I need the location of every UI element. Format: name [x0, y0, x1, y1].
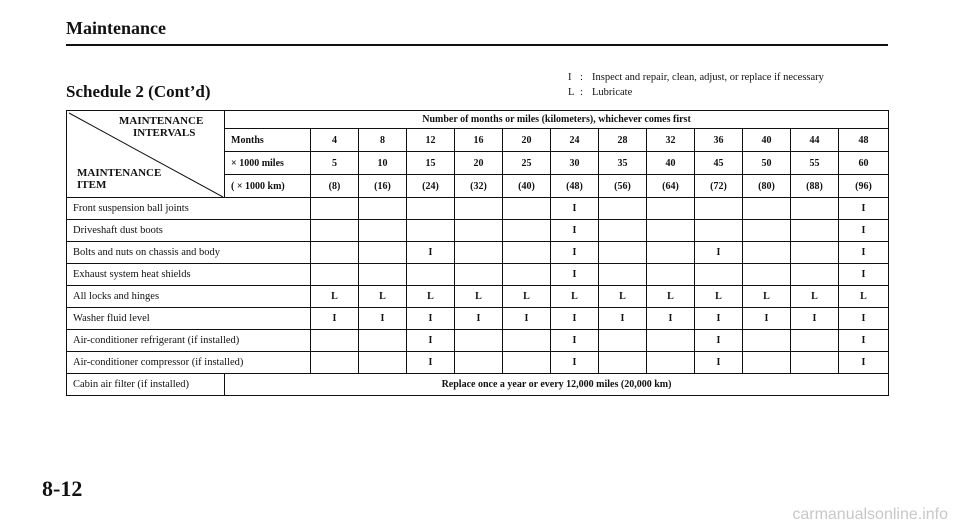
title-rule	[66, 44, 888, 46]
schedule-cell: L	[647, 286, 695, 308]
table-row	[67, 374, 889, 396]
interval-value: 16	[455, 129, 503, 152]
watermark: carmanualsonline.info	[792, 506, 948, 523]
schedule-cell	[791, 198, 839, 220]
schedule-cell	[599, 264, 647, 286]
schedule-cell	[359, 330, 407, 352]
interval-value: 55	[791, 152, 839, 175]
schedule-cell	[791, 220, 839, 242]
schedule-cell: L	[599, 286, 647, 308]
schedule-cell	[311, 198, 359, 220]
schedule-cell	[599, 220, 647, 242]
legend-text: Lubricate	[592, 87, 633, 98]
interval-value: (8)	[311, 175, 359, 198]
interval-value: 40	[743, 129, 791, 152]
item-name: Air-conditioner compressor (if installed)	[67, 352, 311, 374]
interval-value: 25	[503, 152, 551, 175]
legend-item-inspect	[568, 70, 824, 85]
schedule-cell	[791, 242, 839, 264]
schedule-cell: I	[551, 198, 599, 220]
schedule-cell: I	[839, 264, 889, 286]
item-name: Cabin air filter (if installed)	[67, 374, 225, 396]
interval-value: 36	[695, 129, 743, 152]
legend-separator: :	[580, 72, 583, 83]
schedule-cell	[359, 220, 407, 242]
unit-label: × 1000 miles	[225, 152, 311, 175]
schedule-cell	[599, 352, 647, 374]
item-name: Air-conditioner refrigerant (if installed)	[67, 330, 311, 352]
schedule-cell: I	[839, 330, 889, 352]
schedule-cell: I	[407, 308, 455, 330]
interval-value: 44	[791, 129, 839, 152]
schedule-cell: L	[743, 286, 791, 308]
schedule-cell	[503, 352, 551, 374]
schedule-cell: L	[311, 286, 359, 308]
interval-value: (40)	[503, 175, 551, 198]
schedule-cell	[647, 220, 695, 242]
legend	[568, 70, 824, 100]
schedule-cell	[647, 264, 695, 286]
table-row	[67, 330, 889, 352]
interval-value: 10	[359, 152, 407, 175]
table-header-row	[67, 111, 889, 129]
schedule-cell	[695, 220, 743, 242]
schedule-cell	[359, 264, 407, 286]
corner-top-line: INTERVALS	[133, 127, 196, 139]
schedule-cell	[503, 220, 551, 242]
schedule-cell: I	[503, 308, 551, 330]
schedule-cell	[791, 264, 839, 286]
schedule-cell	[743, 352, 791, 374]
schedule-cell	[455, 242, 503, 264]
interval-value: 60	[839, 152, 889, 175]
item-name: Bolts and nuts on chassis and body	[67, 242, 311, 264]
interval-value: 15	[407, 152, 455, 175]
legend-code: I	[568, 72, 572, 83]
item-name: Exhaust system heat shields	[67, 264, 311, 286]
interval-value: 5	[311, 152, 359, 175]
corner-header-cell	[67, 111, 225, 198]
table-row	[67, 198, 889, 220]
schedule-cell: I	[551, 264, 599, 286]
interval-value: 8	[359, 129, 407, 152]
schedule-cell	[311, 352, 359, 374]
schedule-cell: I	[839, 352, 889, 374]
interval-value: 40	[647, 152, 695, 175]
schedule-cell: I	[695, 242, 743, 264]
schedule-cell: I	[359, 308, 407, 330]
schedule-cell: I	[407, 352, 455, 374]
schedule-cell	[407, 264, 455, 286]
interval-value: 12	[407, 129, 455, 152]
legend-item-lubricate	[568, 85, 824, 100]
schedule-cell: I	[695, 352, 743, 374]
schedule-cell	[695, 264, 743, 286]
schedule-cell: L	[407, 286, 455, 308]
schedule-cell	[503, 198, 551, 220]
schedule-cell	[791, 352, 839, 374]
schedule-cell: I	[311, 308, 359, 330]
legend-separator: :	[580, 87, 583, 98]
schedule-cell: I	[551, 330, 599, 352]
interval-value: 24	[551, 129, 599, 152]
schedule-cell: I	[407, 242, 455, 264]
schedule-cell: L	[359, 286, 407, 308]
schedule-cell	[599, 198, 647, 220]
interval-value: 48	[839, 129, 889, 152]
schedule-cell: I	[791, 308, 839, 330]
interval-value: (32)	[455, 175, 503, 198]
schedule-cell: I	[839, 308, 889, 330]
schedule-cell: I	[695, 330, 743, 352]
interval-value: (80)	[743, 175, 791, 198]
schedule-cell	[311, 220, 359, 242]
interval-value: 32	[647, 129, 695, 152]
schedule-cell: I	[647, 308, 695, 330]
schedule-cell	[743, 220, 791, 242]
interval-value: (88)	[791, 175, 839, 198]
interval-value: 30	[551, 152, 599, 175]
schedule-cell: L	[839, 286, 889, 308]
schedule-cell: I	[599, 308, 647, 330]
schedule-cell	[359, 198, 407, 220]
schedule-cell: L	[551, 286, 599, 308]
schedule-cell: I	[551, 352, 599, 374]
maintenance-items	[67, 198, 889, 374]
schedule-cell	[311, 264, 359, 286]
schedule-cell: I	[551, 220, 599, 242]
schedule-cell	[311, 242, 359, 264]
interval-value: (56)	[599, 175, 647, 198]
schedule-cell	[455, 220, 503, 242]
table-row	[67, 220, 889, 242]
schedule-cell: I	[695, 308, 743, 330]
corner-bottom-line: ITEM	[77, 179, 107, 191]
schedule-cell	[503, 330, 551, 352]
schedule-cell: I	[839, 242, 889, 264]
schedule-cell	[695, 198, 743, 220]
schedule-cell: I	[455, 308, 503, 330]
interval-value: 35	[599, 152, 647, 175]
schedule-cell	[743, 198, 791, 220]
schedule-cell: I	[551, 242, 599, 264]
schedule-cell	[647, 198, 695, 220]
interval-value: (16)	[359, 175, 407, 198]
schedule-cell	[599, 242, 647, 264]
schedule-cell	[455, 198, 503, 220]
interval-value: 45	[695, 152, 743, 175]
schedule-cell: L	[791, 286, 839, 308]
schedule-cell	[455, 330, 503, 352]
schedule-cell: I	[407, 330, 455, 352]
table-row	[67, 308, 889, 330]
schedule-cell	[407, 198, 455, 220]
schedule-cell	[743, 330, 791, 352]
schedule-cell: L	[695, 286, 743, 308]
interval-value: (64)	[647, 175, 695, 198]
schedule-cell	[599, 330, 647, 352]
item-name: Front suspension ball joints	[67, 198, 311, 220]
interval-header: Number of months or miles (kilometers), whichever comes first	[225, 111, 889, 129]
section-title: Schedule 2 (Cont’d)	[66, 82, 211, 101]
schedule-cell	[647, 352, 695, 374]
interval-value: 28	[599, 129, 647, 152]
schedule-cell	[791, 330, 839, 352]
schedule-cell	[503, 242, 551, 264]
interval-value: 20	[503, 129, 551, 152]
schedule-cell: L	[503, 286, 551, 308]
unit-label: ( × 1000 km)	[225, 175, 311, 198]
item-name: Driveshaft dust boots	[67, 220, 311, 242]
interval-value: 4	[311, 129, 359, 152]
schedule-cell: I	[839, 198, 889, 220]
schedule-cell	[647, 330, 695, 352]
corner-bottom-label	[77, 167, 161, 191]
corner-top-line: MAINTENANCE	[119, 115, 204, 127]
item-name: Washer fluid level	[67, 308, 311, 330]
legend-text: Inspect and repair, clean, adjust, or replace if necessary	[592, 72, 824, 83]
schedule-cell	[359, 242, 407, 264]
interval-value: 50	[743, 152, 791, 175]
page-title: Maintenance	[66, 18, 166, 38]
interval-value: (72)	[695, 175, 743, 198]
schedule-cell: I	[551, 308, 599, 330]
page-number: 8-12	[42, 476, 83, 501]
interval-value: (24)	[407, 175, 455, 198]
corner-bottom-line: MAINTENANCE	[77, 167, 162, 179]
schedule-cell	[743, 264, 791, 286]
schedule-cell	[647, 242, 695, 264]
unit-label: Months	[225, 129, 311, 152]
maintenance-schedule-table	[66, 110, 889, 396]
schedule-cell	[743, 242, 791, 264]
schedule-cell	[503, 264, 551, 286]
corner-top-label	[119, 115, 203, 139]
table-row	[67, 352, 889, 374]
legend-code: L	[568, 87, 575, 98]
table-row	[67, 242, 889, 264]
schedule-cell: I	[839, 220, 889, 242]
interval-value: (48)	[551, 175, 599, 198]
interval-value: 20	[455, 152, 503, 175]
table-row	[67, 264, 889, 286]
schedule-cell	[455, 352, 503, 374]
cabin-filter-note: Replace once a year or every 12,000 miles (20,000 km)	[225, 374, 889, 396]
interval-value: (96)	[839, 175, 889, 198]
schedule-cell	[311, 330, 359, 352]
schedule-cell: L	[455, 286, 503, 308]
item-name: All locks and hinges	[67, 286, 311, 308]
schedule-cell: I	[743, 308, 791, 330]
schedule-cell	[359, 352, 407, 374]
schedule-cell	[407, 220, 455, 242]
table-row	[67, 286, 889, 308]
schedule-cell	[455, 264, 503, 286]
